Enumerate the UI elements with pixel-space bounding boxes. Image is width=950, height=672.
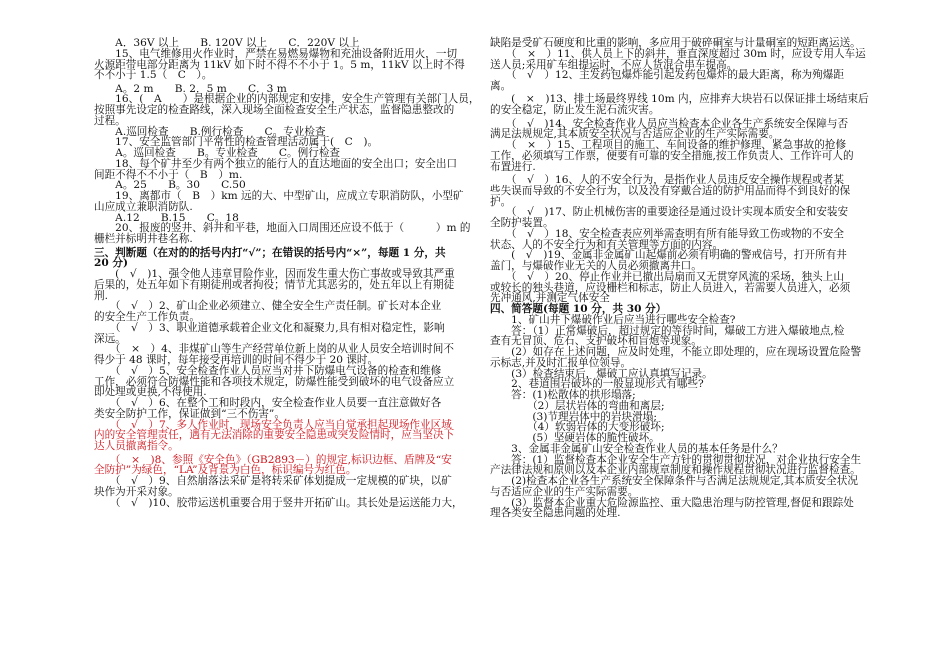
right-column-line: 缺陷是受矿石硬度和比重的影响，多应用于破碎硐室与计量硐室的短距离运送。	[490, 37, 861, 49]
left-column-line: 20 分)	[94, 257, 129, 270]
right-column-line: 送人员;采用矿车组提运时，不应人货混合串车提高。	[490, 58, 738, 71]
right-column-line: （ √ ）20、停止作业并已撤出局扇而又无贯穿风流的采场，独头上山	[490, 270, 844, 283]
left-column-line: 内的安全管理责任，遇有无法消除的重要安全隐患或突发险情时，应当坚决下	[94, 429, 455, 442]
left-column-line: 刑.	[94, 289, 108, 302]
left-column-line: 达人员撤离指令。	[94, 440, 179, 453]
left-column-line: 栅栏并标明井巷名称.	[94, 233, 193, 246]
right-column-line: 与否适应企业的生产实际需要。	[490, 485, 639, 498]
left-column-line: A。25 B。30 C.50	[94, 179, 246, 192]
right-column-line: （ √ ）12、主发药包爆炸能引起发药包爆炸的最大距离，称为殉爆距	[490, 69, 844, 82]
right-column-line: 四、简答题(每题 10 分，共 30 分）	[490, 303, 667, 316]
left-column-line: （ × ）4、非煤矿山等生产经营单位新上岗的从业人员安全培训时间不	[94, 343, 454, 356]
left-column-line: 工作，必须符合防爆性能和各项技术规定，防爆性能受到破坏的电气设备应立	[94, 375, 455, 388]
right-column-line: 工作，必须填写工作票，便要有可靠的安全措施,按工作负责人、工作许可人的	[490, 149, 854, 162]
right-column-line: 的安全稳定，防止发生泥石流灾害。	[490, 104, 660, 117]
right-column-line: 产法律法规和原则以及本企业内部规章制度和操作规程贯彻状况进行监督检查。	[490, 464, 861, 477]
right-column-line: 答：(1）监督检查本企业安全生产方针的贯彻贯彻状况，对企业执行安全生	[490, 453, 862, 466]
right-column-line: （ √ )17、防止机械伤害的重要途径是通过设计实现本质安全和安装安	[490, 206, 849, 219]
left-column-line: 16、( A ）是根据企业的内部规定和安排，安全生产管理有关部门人员，	[94, 93, 480, 106]
right-column-line: （ × ）11、供人员上下的斜井，垂直深度超过 30m 时，应设专用人车运	[490, 47, 866, 60]
left-column-line: 后果的，处五年如下有期徒刑或者拘役；情节尤其恶劣的，处五年以上有期徒	[94, 278, 455, 291]
right-column-line: 离。	[490, 80, 512, 93]
left-column-line: 得少于 48 课时，每年接受再培训的时间不得少于 20 课时。	[94, 354, 379, 367]
left-column-line: （ √ )10、胶带运送机重要合用于竖井开拓矿山。其长处是运送能力大，	[94, 496, 463, 509]
right-column-line: （2）层状岩体的弯曲和离层;	[490, 399, 665, 412]
left-column-line: A.巡回检查 B.例行检查 C。专业检查	[94, 125, 326, 138]
left-column-line: 15、电气维修用火作业时，严禁在易燃易爆物和充油设备附近用火，一切	[94, 47, 458, 60]
right-column-line: (3)节理岩体中的岩块滑塌;	[490, 410, 657, 423]
right-column-line: 2、巷道围岩破坏的一般显现形式有哪些?	[490, 378, 704, 391]
right-column-line: 状态、人的不安全行为和有关管理等方面的内容。	[490, 238, 724, 251]
right-column-line: 示标志,并及时汇报单位领导。	[490, 356, 632, 369]
left-column-line: 即处理或更换,不得使用.	[94, 386, 207, 399]
right-column-line: 答：（1）正常爆破后，超过规定的等待时间，爆破工方进入爆破地点,检	[490, 324, 845, 337]
left-column-line: （ √ ）6、在整个工和时段内，安全检查作业人员要一直注意做好各	[94, 397, 442, 410]
left-column-line: 深远。	[94, 332, 126, 345]
left-column-line: A．36V 以上 B. 120V 以上 C．220V 以上	[94, 37, 360, 49]
right-column-line: 些失误而导致的不安全行为，以及没有穿戴合适的防护用品而得不到良好的保	[490, 184, 851, 197]
right-column-line: 3、金属非金属矿山安全检查作业人员的基本任务是什么？	[490, 442, 783, 455]
right-column-line: （ × ）15、工程项目的施工、车间设备的维护修理、紧急事故的抢修	[490, 139, 847, 152]
right-column-line: (2)检查本企业各生产系统安全保障条件与否满足法规规定,其本质安全状况	[490, 475, 858, 488]
right-column-line: (3）监督本企业重大危险源监控、重大隐患治理与防控管理,督促和跟踪处	[490, 496, 854, 509]
left-column-line: （ √ ）3、职业道德承载着企业文化和凝聚力,具有相对稳定性，影响	[94, 321, 445, 334]
left-column-line: A。2 m B. 2．5 m C．3 m	[94, 82, 287, 95]
left-column-line: 山应成立兼职消防队.	[94, 200, 193, 213]
left-column-line: （ √ ）5、安全检查作业人员应当对井下防爆电气设备的检查和维修	[94, 364, 442, 377]
left-column-line: 全防护”为绿色，“LA”及背景为白色，标识编号为红色。	[94, 464, 357, 477]
right-column-line: 或较长的独头巷道，应设栅栏和标志，防止人员进入，若需要人员进入，必须	[490, 281, 851, 294]
right-column-line: (3）检查结束后，爆破工应认真填写记录。	[490, 367, 713, 380]
left-column-line: ( √ )1、强令他人违章冒险作业，因而发生重大伤亡事故或导致其严重	[94, 268, 455, 281]
left-column-line: 火源距带电部分距离为 11kV 如下时不得不不小于 1。5 m，11kV 以上时不得	[94, 58, 465, 71]
right-column-line: 满足法规规定,其本质安全状况与否适应企业的生产实际需要。	[490, 128, 780, 141]
left-column-line: A。巡回检查 B。专业检查 C。例行检查	[94, 147, 341, 160]
left-column-line: 的安全生产工作负责。	[94, 311, 200, 324]
right-column-line: (2）如存在上述问题，应及时处理，不能立即处理的，应在现场设置危险警	[490, 346, 862, 359]
right-column-line: 1、矿山井下爆破作业后应当进行哪些安全检查?	[490, 313, 736, 326]
right-column-line: （ √ )14、安全检查作业人员应当检查本企业各生产系统安全保障与否	[490, 117, 849, 130]
right-column-line: ( × )13、排土场最终界线 10m 内，应排弃大块岩石以保证排土场结束后	[490, 93, 869, 106]
right-column-line: ( √ )19、金属非金属矿山起爆前必须有明确的警戒信号，打开所有井	[490, 249, 847, 262]
left-column-line: （ √ ）9、自然崩落法采矿是将转采矿体划提成一定规模的矿块，以矿	[94, 475, 452, 488]
right-column-line: 查有无冒顶、危石、支护破坏和盲炮等现象。	[490, 335, 702, 348]
left-column-line: A.12 B.15 C。18	[94, 211, 239, 224]
left-column-line: 块作为开采对象。	[94, 485, 179, 498]
left-column-line: 过程。	[94, 114, 126, 127]
left-column-line: （ √ ）2、矿山企业必须建立、健全安全生产责任制。矿长对本企业	[94, 300, 442, 313]
left-column-line: 17、安全监管部门平常性的检查管理活动属于( C )。	[94, 136, 379, 149]
right-column-line: （4）软弱岩体的大变形破坏;	[490, 421, 665, 434]
left-column-line: 20、报废的竖井、斜井和平巷，地面入口周围还应设不低于（ ）m 的	[94, 222, 471, 235]
right-column-line: 盖门，与爆破作业无关的人员必须撤离井口。	[490, 260, 702, 273]
right-column-line: (5）坚硬岩体的脆性破坏。	[490, 432, 660, 445]
left-column-line: （ × )8、参照《安全色》（GB2893－）的规定,标识边框、盾牌及“安	[94, 453, 452, 466]
left-column-line: 不不小于 1.5（ C ）。	[94, 69, 213, 82]
right-column-line: 全防护装置。	[490, 217, 554, 230]
left-column-line: 按照事先设定的检查路线，深入现场全面检查安全生产状态，监督隐患整改的	[94, 104, 455, 117]
right-column-line: （ √ ）18、安全检查表应列举需查明有所有能导致工伤或物的不安全	[490, 227, 844, 240]
left-column-line: 间距不得不不小于（ B ）m.	[94, 168, 243, 181]
right-column-line: 布置进行.	[490, 160, 536, 173]
left-column-line: （ √ ）7、多人作业时，现场安全负责人应当自觉承担起现场作业区域	[94, 418, 452, 431]
left-column-line: 类安全防护工作，保证做到“三不伤害”。	[94, 407, 285, 420]
right-column-line: 护。	[490, 195, 512, 208]
left-column-line: 三、判断题（在对的的括号内打“√”；在错误的括号内“×”，每题 1 分，共	[94, 246, 446, 259]
right-column-line: 先冲通风,并测定气体安全	[490, 292, 610, 305]
left-column-line: 19、离都市（ B ）km 远的大、中型矿山，应成立专职消防队，小型矿	[94, 190, 464, 203]
left-column-line: 18、每个矿井至少有两个独立的能行人的直达地面的安全出口；安全出口	[94, 157, 458, 170]
right-column-line: 答：(1)松散体的拱形塌落;	[490, 389, 636, 402]
right-column-line: （ √ ）16、人的不安全行为，是指作业人员违反安全操作规程或者某	[490, 174, 844, 187]
right-column-line: 理各类安全隐患问题的处理.	[490, 507, 621, 520]
